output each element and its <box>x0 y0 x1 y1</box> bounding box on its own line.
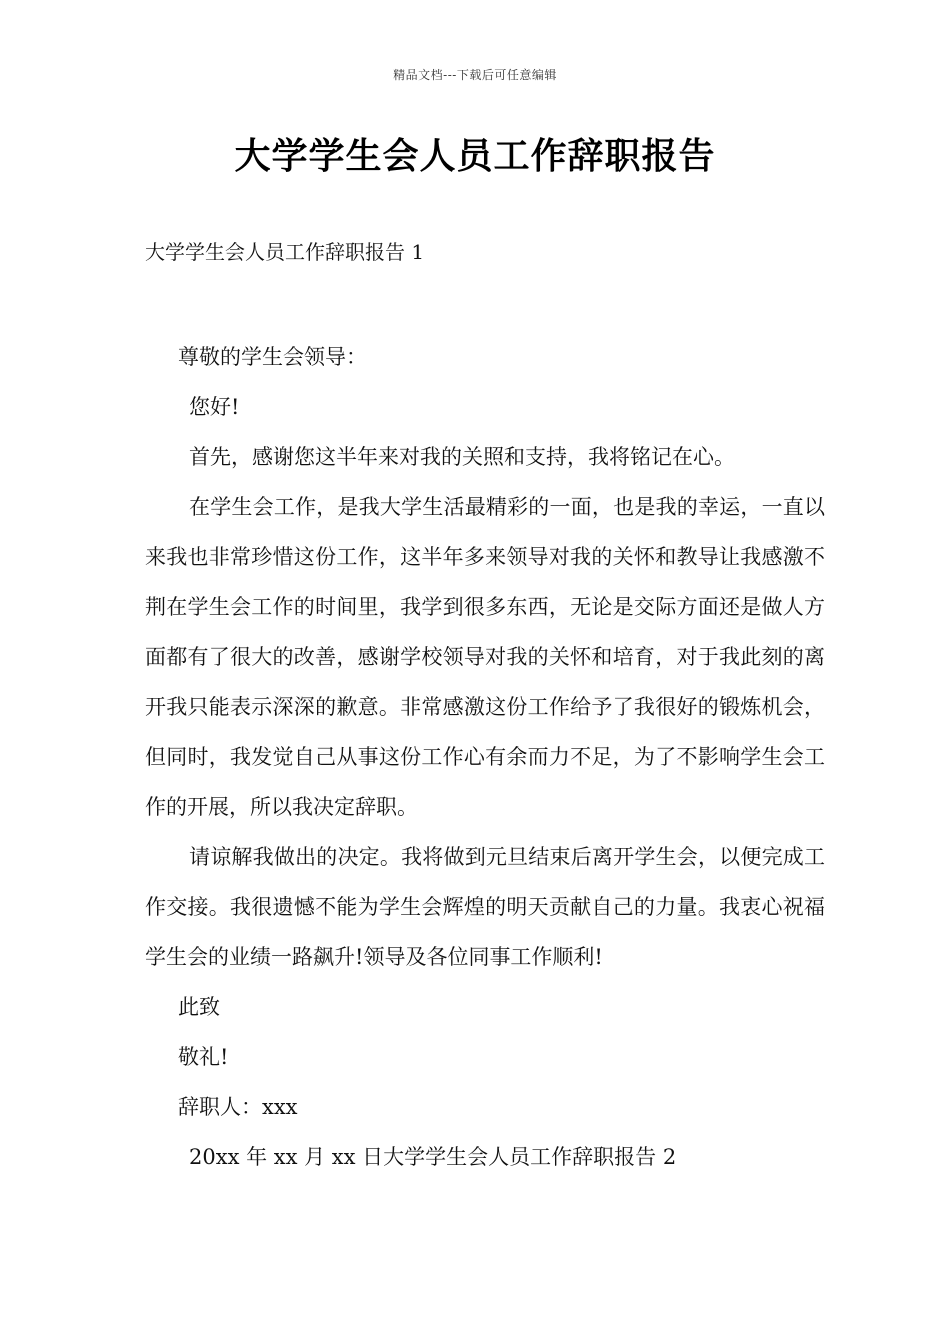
section-heading: 大学学生会人员工作辞职报告 1 <box>145 240 425 264</box>
date-line: 20xx 年 xx 月 xx 日大学学生会人员工作辞职报告 2 <box>189 1145 677 1169</box>
paragraph-main: 在学生会工作，是我大学生活最精彩的一面，也是我的幸运，一直以来我也非常珍惜这份工作，这半年多来领导对我的关怀和教导让我感激不荆在学生会工作的时间里，我学到很多东西，无论是交际方面还是做人方面都有了很大的改善，感谢学校领导对我的关怀和培育，对于我此刻的离开我只能表示深深的歉意。非常感激这份工作给予了我很好的锻炼机会，但同时，我发觉自己从事这份工作心有余而力不足，为了不影响学生会工作的开展，所以我决定辞职。 <box>145 495 825 819</box>
paragraph-thanks: 首先，感谢您这半年来对我的关照和支持，我将铭记在心。 <box>189 445 735 469</box>
closing-line-2: 敬礼! <box>178 1045 229 1069</box>
signature-line: 辞职人：xxx <box>178 1095 298 1119</box>
greeting: 您好! <box>189 395 240 419</box>
letter-body <box>145 332 825 1182</box>
header-note: 精品文档---下载后可任意编辑 <box>393 68 557 82</box>
closing-line-1: 此致 <box>178 995 220 1019</box>
salutation: 尊敬的学生会领导： <box>178 345 367 369</box>
document-title: 大学学生会人员工作辞职报告 <box>234 136 716 177</box>
paragraph-decision: 请谅解我做出的决定。我将做到元旦结束后离开学生会，以便完成工作交接。我很遗憾不能为学生会辉煌的明天贡献自己的力量。我衷心祝福学生会的业绩一路飙升!领导及各位同事工作顺利! <box>145 845 825 969</box>
